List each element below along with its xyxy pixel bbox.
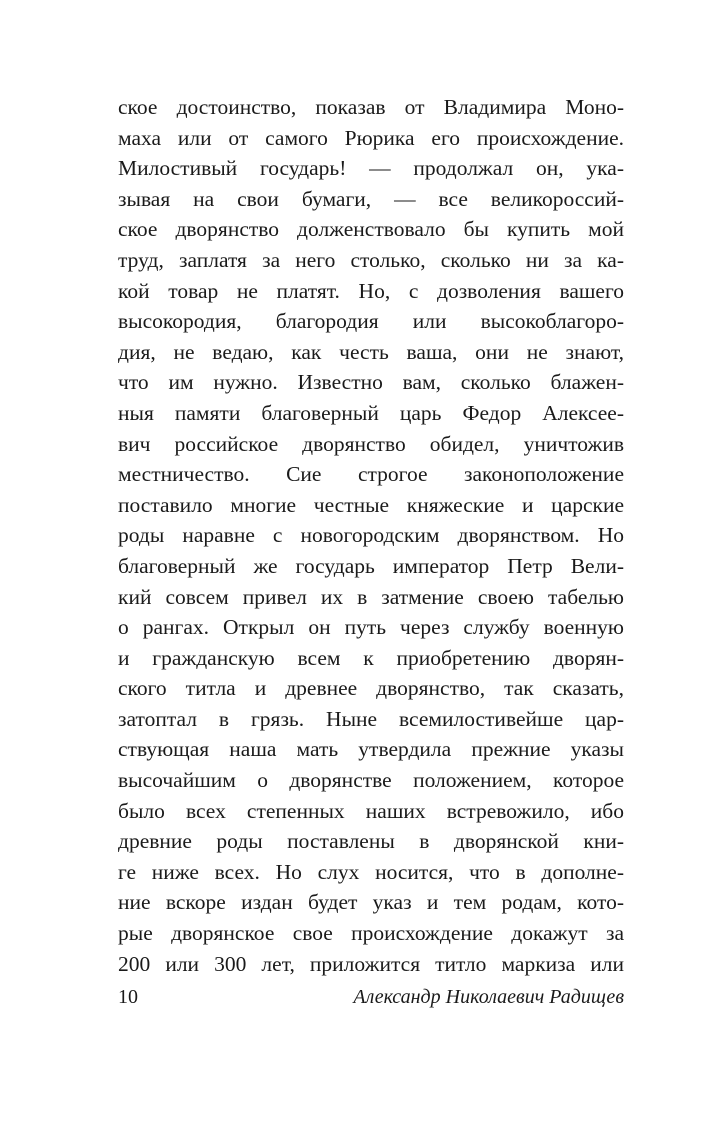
page-number: 10 bbox=[118, 986, 138, 1008]
text-line: роды наравне с новогородским дворянством. Но bbox=[118, 523, 624, 548]
body-text bbox=[118, 92, 624, 979]
text-line: рые дворянское свое происхождение докажут за bbox=[118, 921, 624, 946]
text-line: зывая на свои бумаги, — все великороссий- bbox=[118, 186, 624, 211]
text-line: затоптал в грязь. Ныне всемилостивейше цар- bbox=[118, 706, 624, 731]
text-line: было всех степенных наших встревожило, ибо bbox=[118, 798, 624, 823]
text-line: 200 или 300 лет, приложится титло маркиза или bbox=[118, 951, 624, 976]
text-line: дия, не ведаю, как честь ваша, они не знают, bbox=[118, 339, 624, 364]
text-line: Милостивый государь! — продолжал он, ука- bbox=[118, 156, 624, 181]
text-line: кой товар не платят. Но, с дозволения вашего bbox=[118, 278, 624, 303]
text-line: о рангах. Открыл он путь через службу военную bbox=[118, 615, 624, 640]
text-line: ствующая наша мать утвердила прежние указы bbox=[118, 737, 624, 762]
text-line: ское достоинство, показав от Владимира Моно- bbox=[118, 95, 624, 119]
page-footer bbox=[118, 982, 624, 1012]
text-line: благоверный же государь император Петр Вели- bbox=[118, 553, 624, 578]
text-line: ныя памяти благоверный царь Федор Алексее- bbox=[118, 400, 624, 425]
text-line: ское дворянство долженствовало бы купить мой bbox=[118, 217, 624, 242]
text-line: ге ниже всех. Но слух носится, что в дополне- bbox=[118, 859, 624, 884]
text-line: труд, заплатя за него столько, сколько ни за ка- bbox=[118, 247, 624, 272]
text-line: древние роды поставлены в дворянской кни- bbox=[118, 829, 624, 854]
text-line: кий совсем привел их в затмение своею табелью bbox=[118, 584, 624, 609]
text-line: что им нужно. Известно вам, сколько блажен- bbox=[118, 370, 624, 395]
text-line: ского титла и древнее дворянство, так сказать, bbox=[118, 676, 624, 701]
text-line: и гражданскую всем к приобретению дворян- bbox=[118, 645, 624, 670]
text-line: местничество. Сие строгое законоположение bbox=[118, 462, 624, 487]
text-line: маха или от самого Рюрика его происхождение. bbox=[118, 125, 624, 150]
text-line: высокородия, благородия или высокоблагоро- bbox=[118, 309, 624, 334]
running-author: Александр Николаевич Радищев bbox=[353, 986, 624, 1008]
text-line: поставило многие честные княжеские и царские bbox=[118, 492, 624, 517]
text-line: высочайшим о дворянстве положением, которое bbox=[118, 768, 624, 793]
text-line: вич российское дворянство обидел, уничтожив bbox=[118, 431, 624, 456]
text-line: ние вскоре издан будет указ и тем родам, кото- bbox=[118, 890, 624, 915]
